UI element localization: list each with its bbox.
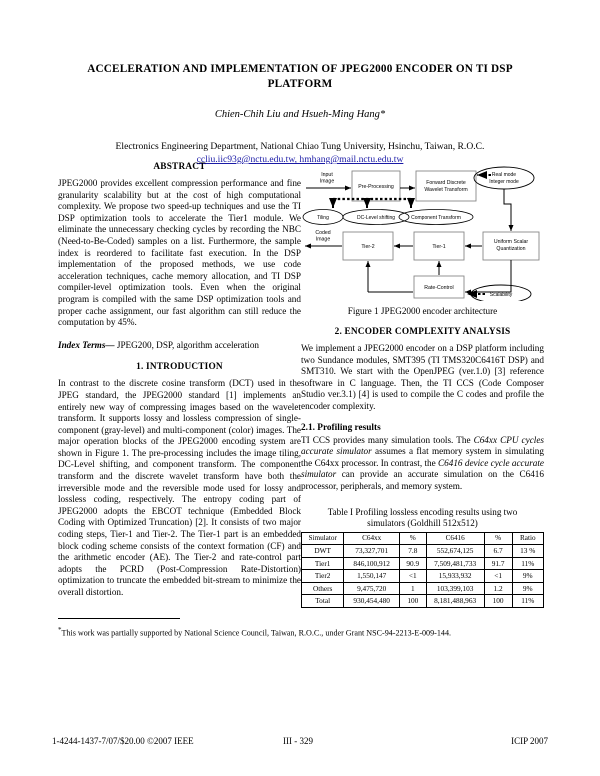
- section-2-heading: 2. ENCODER COMPLEXITY ANALYSIS: [334, 327, 511, 337]
- label-component-transform: Component Transform: [411, 215, 461, 221]
- index-terms-value: JPEG200, DSP, algorithm acceleration: [114, 339, 260, 350]
- cell-pct1: 7.8: [400, 545, 427, 558]
- cell-c6416: 103,399,103: [426, 582, 484, 595]
- cell-pct1: 90.9: [400, 557, 427, 570]
- cell-ratio: 13 %: [512, 545, 543, 558]
- cell-name: Others: [302, 582, 344, 595]
- label-coded-image-line2: Image: [315, 236, 331, 243]
- cell-name: Tier1: [302, 557, 344, 570]
- left-column: [58, 162, 301, 599]
- col-header-ratio: Ratio: [512, 532, 543, 545]
- cell-name: DWT: [302, 545, 344, 558]
- label-fdwt-line1: Forward Discrete: [426, 180, 466, 186]
- page-title: ACCELERATION AND IMPLEMENTATION OF JPEG2000 ENCODER ON TI DSP PLATFORM: [87, 63, 513, 90]
- col-header-pct-1: %: [400, 532, 427, 545]
- section-2-text: We implement a JPEG2000 encoder on a DSP platform including two Sundance modules, SMT395 (TI TMS320C6416T DSP) and SMT310. We start with the OpenJPEG (ver.1.0) [3] reference software in C language. Then, the TI CCS (Code Composer Studio ver.3.1) [4] is used to compile the C codes and profile the encoder complexity.: [301, 343, 544, 411]
- cell-c6416: 7,509,481,733: [426, 557, 484, 570]
- cell-c6416: 552,674,125: [426, 545, 484, 558]
- box-forward-dwt: [416, 171, 476, 201]
- label-tier-1: Tier-1: [432, 244, 446, 250]
- section-2-1-text: [301, 435, 544, 493]
- encoder-architecture-diagram: [301, 164, 544, 301]
- label-uniform-quant-line2: Quantization: [496, 246, 526, 252]
- introduction-text: In contrast to the discrete cosine transform (DCT) used in the JPEG standard, the JPEG2000 standard [1] implements an entirely new way of compressing images based on the wavelet transform. It supports lossy and lossless compression of single-component (gray-level) and multi-component (color) images. The major operation blocks of the JPEG2000 encoding system are shown in Figure 1. The pre-processing includes the image tiling, DC-Level shifting, and component transform. The component transform and the discrete wavelet transform have both the irreversible mode and the reversible mode used for lossy and lossless coding, respectively. The entropy coding part of JPEG2000 adopts the EBCOT technique (Embedded Block Coding with Optimized Truncation) [2]. It consists of two major coding steps, Tier-1 and Tier-2. The Tier-1 part is an embedded block coding scheme consists of the context formation (CF) and the arithmetic encoder (AE). The Tier-2 and rate-control part adopts the PCRD (Post-Compression Rate-Distortion) optimization to truncate the embedded bit-stream to minimize the overall distortion.: [58, 378, 301, 597]
- label-input-image-line1: Input: [321, 172, 333, 178]
- s21-part1: TI CCS provides many simulation tools. The: [301, 434, 474, 445]
- cell-c64xx: 846,100,912: [344, 557, 400, 570]
- table-row: [302, 545, 544, 558]
- label-coded-image-line1: Coded: [315, 230, 331, 236]
- cell-pct2: 6.7: [484, 545, 512, 558]
- col-header-pct-2: %: [484, 532, 512, 545]
- cell-pct2: 91.7: [484, 557, 512, 570]
- figure-1-caption: Figure 1 JPEG2000 encoder architecture: [347, 306, 498, 316]
- label-rate-control: Rate-Control: [424, 285, 454, 291]
- cell-name: Total: [302, 595, 344, 608]
- table-row: [302, 557, 544, 570]
- affiliation: Electronics Engineering Department, National Chiao Tung University, Hsinchu, Taiwan, R.O.C.: [115, 141, 485, 152]
- footer-conference: ICIP 2007: [511, 736, 548, 746]
- label-preprocessing: Pre-Processing: [358, 184, 394, 190]
- label-integer-mode: Integer mode: [489, 179, 519, 185]
- cell-ratio: 9%: [512, 570, 543, 583]
- cell-c6416: 15,933,932: [426, 570, 484, 583]
- col-header-simulator: Simulator: [302, 532, 344, 545]
- cell-c64xx: 1,550,147: [344, 570, 400, 583]
- col-header-c64xx: C64xx: [344, 532, 400, 545]
- footnote: [58, 618, 542, 639]
- footnote-text: [58, 625, 542, 639]
- cell-c64xx: 930,454,480: [344, 595, 400, 608]
- introduction-heading: 1. INTRODUCTION: [136, 362, 223, 373]
- abstract-heading: ABSTRACT: [153, 162, 206, 172]
- cell-ratio: 9%: [512, 582, 543, 595]
- index-terms-label: Index Terms—: [58, 339, 115, 350]
- footer-page-number: III - 329: [283, 736, 313, 746]
- label-real-mode: Real mode: [491, 172, 517, 178]
- table-caption-line-2: simulators (Goldhill 512x512): [367, 518, 478, 529]
- table-row: [302, 570, 544, 583]
- s21-italic-2: C6416 device cycle accurate simulator: [301, 457, 544, 480]
- cell-pct1: <1: [400, 570, 427, 583]
- author-emails[interactable]: ccliu.iic93g@nctu.edu.tw, hmhang@mail.nctu.edu.tw: [196, 154, 404, 165]
- label-tier-2: Tier-2: [361, 244, 375, 250]
- section-2-1-heading: 2.1. Profiling results: [301, 422, 381, 433]
- cell-pct2: <1: [484, 570, 512, 583]
- footnote-body: This work was partially supported by National Science Council, Taiwan, R.O.C., under Grant NSC-94-2213-E-009-144.: [61, 628, 452, 638]
- figure-1: [301, 164, 544, 301]
- title-block: [0, 0, 600, 166]
- table-header-row: [302, 532, 544, 545]
- footnote-rule: [58, 618, 180, 619]
- table-row: [302, 582, 544, 595]
- cell-pct2: 100: [484, 595, 512, 608]
- table-row: [302, 595, 544, 608]
- cell-pct1: 1: [400, 582, 427, 595]
- cell-pct2: 1.2: [484, 582, 512, 595]
- footer-copyright: 1-4244-1437-7/07/$20.00 ©2007 IEEE: [52, 736, 194, 746]
- right-column: [301, 162, 544, 608]
- label-fdwt-line2: Wavelet Transform: [424, 187, 468, 193]
- table-caption-line-1: Table I Profiling lossless encoding results using two: [327, 506, 518, 517]
- index-terms: [58, 340, 301, 352]
- s21-part3: can provide an accurate simulation on the C6416 processor, peripherals, and memory system.: [301, 469, 544, 491]
- profiling-results-table: [301, 532, 544, 608]
- cell-c6416: 8,181,488,963: [426, 595, 484, 608]
- cell-pct1: 100: [400, 595, 427, 608]
- label-dc-level-shifting: DC-Level shifting: [356, 215, 396, 221]
- abstract-text: JPEG2000 provides excellent compression performance and fine granularity scalability but at the cost of high computational complexity. We propose two speed-up techniques and use the TI DSP optimization tools to accelerate the Tier1 module. We eliminate the unnecessary checking cycles by recording the NBC (Need-to-Be-Coded) samples on a list. Furthermore, the sample index is reordered to facilitate fast execution. In the DSP implementation of the proposed methods, we use code acceleration techniques, cache memory allocation, and TI DSP compiler-level optimization tools. Even when the original program is compiled with the same DSP optimization tools and proper cache assignment, our fast algorithm can still reduce the computation by 45%.: [58, 178, 301, 328]
- label-tiling: Tiling: [317, 215, 329, 221]
- label-uniform-quant-line1: Uniform Scalar: [493, 239, 529, 245]
- col-header-c6416: C6416: [426, 532, 484, 545]
- label-input-image-line2: Image: [319, 178, 335, 185]
- s21-italic-1: C64xx CPU cycles accurate simulator: [301, 434, 544, 457]
- label-scalability: Scalability: [489, 292, 513, 298]
- cell-name: Tier2: [302, 570, 344, 583]
- footnote-marker: *: [58, 626, 62, 634]
- cell-c64xx: 9,475,720: [344, 582, 400, 595]
- cell-ratio: 11%: [512, 557, 543, 570]
- author-list: Chien-Chih Liu and Hsueh-Ming Hang*: [214, 109, 386, 120]
- table-1-caption: [301, 507, 544, 530]
- s21-part2: assumes a flat memory system in simulating the C64xx processor. In contrast, the: [301, 446, 544, 468]
- ellipse-real-integer-mode: [474, 167, 534, 189]
- cell-ratio: 11%: [512, 595, 543, 608]
- cell-c64xx: 73,327,701: [344, 545, 400, 558]
- page-footer: [0, 736, 600, 756]
